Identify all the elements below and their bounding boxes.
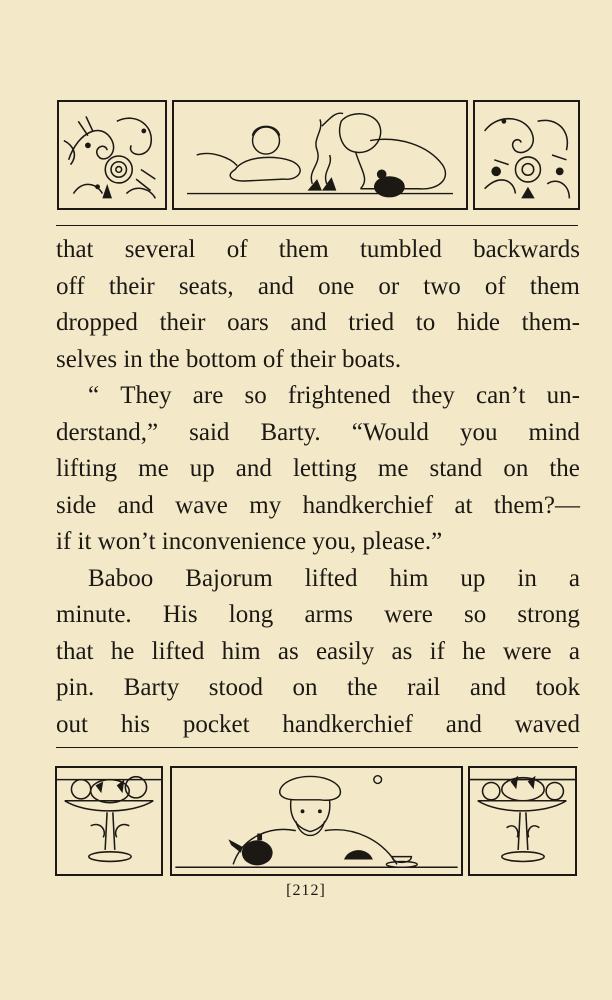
word: “ [88, 382, 100, 409]
word: off [56, 272, 85, 300]
word: Barty [123, 674, 180, 701]
text-line [56, 305, 580, 342]
word: them [529, 272, 580, 300]
word: that [56, 637, 94, 665]
fruit-bowl-icon [470, 768, 575, 874]
text-line [56, 670, 580, 707]
text-line [56, 232, 580, 269]
word: took [535, 674, 580, 701]
word: hide [456, 309, 500, 336]
word: a [568, 564, 580, 592]
word: minute. [56, 601, 132, 628]
word: un- [546, 382, 580, 409]
text-line: if it won’t inconvenience you, please.” [56, 528, 443, 555]
word: are [192, 382, 224, 409]
illustration-top-right [473, 100, 580, 210]
word: “Would [351, 418, 429, 446]
word: several [124, 236, 196, 263]
word: to [415, 309, 436, 336]
word: lifting [56, 455, 118, 482]
body-text [56, 232, 580, 743]
word: so [244, 382, 267, 409]
fruit-bowl-icon [57, 768, 161, 874]
word: can’t [475, 382, 526, 409]
word: Baboo [88, 564, 154, 592]
word: rail [407, 674, 441, 701]
word: long [228, 601, 274, 628]
word: as [391, 637, 413, 665]
word: two [423, 272, 461, 300]
word: and [469, 674, 507, 701]
word: mind [528, 418, 580, 446]
word: stand [429, 455, 483, 482]
word: me [138, 455, 169, 482]
word: dropped [56, 309, 138, 336]
word: They [120, 382, 172, 409]
word: their [108, 272, 155, 300]
word: a [568, 637, 580, 665]
word: or [378, 272, 400, 300]
word: up [460, 564, 486, 592]
word: stood [208, 674, 263, 701]
word: up [189, 455, 215, 482]
word: backwards [473, 236, 580, 263]
word: pocket [182, 710, 250, 738]
word: him [221, 637, 261, 665]
word: derstand,” [56, 418, 159, 446]
word: handkerchief [282, 710, 413, 738]
word: and [235, 455, 272, 482]
word: in [517, 564, 537, 592]
word: and [445, 710, 482, 738]
word: side [56, 491, 97, 519]
word: wave [175, 491, 228, 519]
word: tried [348, 309, 395, 336]
man-with-teapot-icon [172, 768, 461, 874]
word: them- [521, 309, 580, 336]
illustration-top-left [57, 100, 167, 210]
text-line [56, 707, 580, 744]
word: on [503, 455, 529, 482]
word: lifted [151, 637, 205, 665]
word: pin. [56, 674, 95, 701]
text-line [56, 269, 580, 306]
word: Bajorum [185, 564, 273, 592]
word: were [384, 601, 433, 628]
word: out [56, 710, 88, 738]
word: you [459, 418, 498, 446]
top-divider [56, 225, 578, 226]
word: them [278, 236, 329, 263]
word: frightened [287, 382, 391, 409]
word: and [257, 272, 294, 300]
word: His [162, 601, 198, 628]
word: tumbled [359, 236, 442, 263]
word: one [318, 272, 355, 300]
illustration-bottom-left [55, 766, 163, 876]
word: and [290, 309, 327, 336]
word: as [277, 637, 299, 665]
bottom-divider [56, 747, 578, 748]
word: his [120, 710, 151, 738]
child-and-figure-scene-icon [174, 102, 466, 208]
text-line [56, 378, 580, 415]
ornament-fruit-scroll-icon [475, 102, 578, 208]
text-line [56, 451, 580, 488]
word: he [110, 637, 135, 665]
word: of [484, 272, 506, 300]
word: and [117, 491, 154, 519]
word: Barty. [260, 418, 321, 446]
illustration-bottom-center [170, 766, 463, 876]
word: were [503, 637, 552, 665]
word: the [549, 455, 580, 482]
word: letting [292, 455, 357, 482]
word: said [189, 418, 230, 446]
word: they [411, 382, 455, 409]
word: seats, [178, 272, 234, 300]
word: easily [315, 637, 375, 665]
word: waved [514, 710, 580, 738]
illustration-bottom-right [468, 766, 577, 876]
text-line [56, 561, 580, 598]
word: lifted [304, 564, 358, 592]
word: handkerchief [302, 491, 434, 519]
text-line: selves in the bottom of their boats. [56, 345, 402, 373]
word: their [159, 309, 206, 336]
text-line [56, 634, 580, 671]
word: oars [227, 309, 269, 336]
word: him [389, 564, 429, 592]
word: that [56, 236, 94, 263]
word: if [429, 637, 445, 665]
illustration-top-center [172, 100, 468, 210]
text-line [56, 415, 580, 452]
word: of [226, 236, 248, 263]
word: at [454, 491, 473, 519]
word: so [464, 601, 487, 628]
word: strong [517, 601, 580, 628]
ornament-scroll-icon [59, 102, 165, 208]
word: my [249, 491, 282, 519]
word: me [377, 455, 409, 482]
word: he [462, 637, 486, 665]
text-line [56, 488, 580, 525]
text-line [56, 597, 580, 634]
word: on [292, 674, 318, 701]
page-number: [212] [286, 882, 326, 899]
word: them?— [493, 491, 580, 519]
word: arms [304, 601, 354, 628]
word: the [347, 674, 378, 701]
